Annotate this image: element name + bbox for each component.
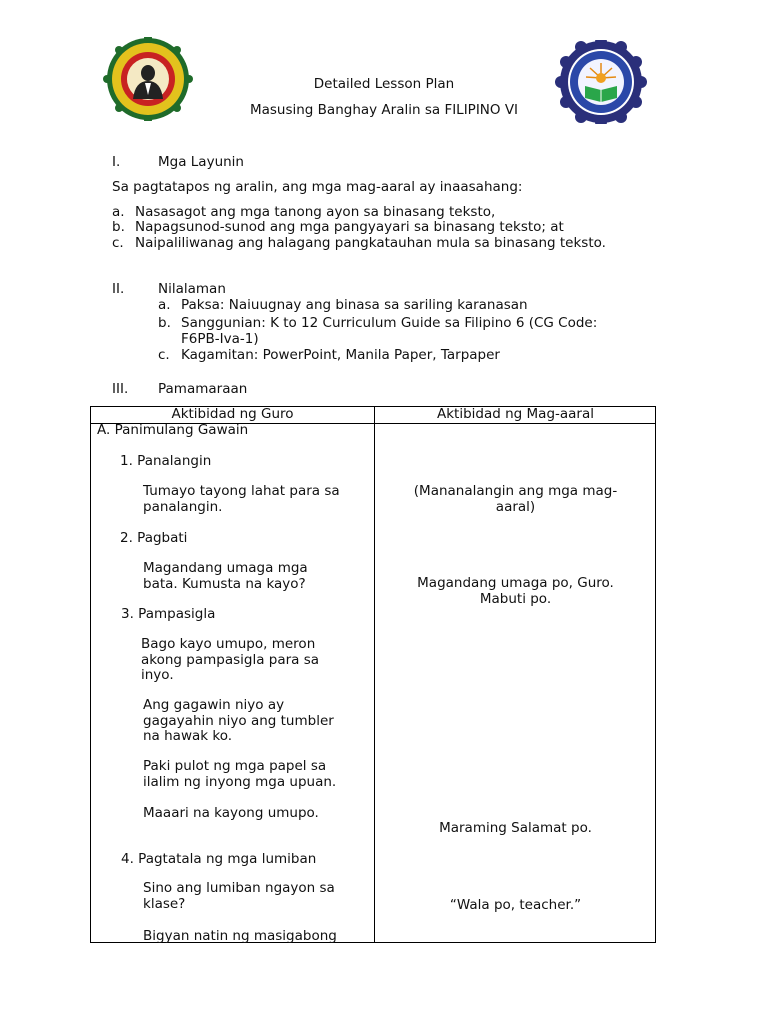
step-4-text-line: Sino ang lumiban ngayon sa	[143, 880, 335, 896]
step-1-text	[143, 484, 340, 515]
content-a-text: Paksa: Naiuugnay ang binasa sa sariling karanasan	[181, 297, 528, 313]
response-2	[375, 576, 656, 607]
objectives-intro: Sa pagtatapos ng aralin, ang mga mag-aaral ay inaasahang:	[112, 179, 523, 195]
response-2-line: Magandang umaga po, Guro.	[417, 575, 614, 591]
step-3-text-2	[143, 698, 334, 745]
step-2-text-line: Magandang umaga mga	[143, 560, 308, 576]
section-3-numeral: III.	[112, 381, 129, 397]
document-title: Detailed Lesson Plan	[313, 76, 455, 92]
teacher-activity-header: Aktibidad ng Guro	[171, 406, 294, 422]
content-b-text: Sanggunian: K to 12 Curriculum Guide sa Filipino 6 (CG Code:	[181, 315, 598, 331]
step-2-text	[143, 561, 308, 592]
step-3-text-line: akong pampasigla para sa	[141, 651, 320, 668]
response-2-line: Mabuti po.	[479, 590, 552, 607]
content-b-text-continued: F6PB-Iva-1)	[181, 331, 259, 347]
response-1-line: aaral)	[495, 498, 536, 515]
step-3-text-line: Paki pulot ng mga papel sa	[143, 758, 327, 774]
step-3-text-line: ilalim ng inyong mga upuan.	[143, 773, 337, 790]
college-of-teacher-education-logo	[553, 40, 649, 124]
school-seal-logo	[100, 37, 196, 121]
response-1-line: (Mananalangin ang mga mag-	[413, 483, 618, 499]
content-c-marker: c.	[158, 347, 170, 363]
objective-a-text: Nasasagot ang mga tanong ayon sa binasang teksto,	[135, 204, 496, 220]
step-4-text	[143, 881, 335, 912]
objective-a-marker: a.	[112, 204, 125, 220]
step-3-text-line: inyo.	[141, 667, 174, 683]
step-1-label: 1. Panalangin	[120, 453, 212, 469]
section-3-heading: Pamamaraan	[158, 381, 248, 397]
step-3-text-3	[143, 759, 336, 790]
step-3-text-line: na hawak ko.	[143, 728, 233, 744]
step-3-text-4: Maaari na kayong umupo.	[143, 805, 319, 821]
content-a-marker: a.	[158, 297, 171, 313]
step-4-text-line: klase?	[143, 895, 186, 912]
objective-b-marker: b.	[112, 219, 125, 235]
response-1	[375, 484, 656, 515]
part-a-heading: A. Panimulang Gawain	[97, 422, 249, 438]
student-activity-header: Aktibidad ng Mag-aaral	[436, 406, 595, 422]
step-3-text	[141, 637, 319, 684]
section-2-numeral: II.	[112, 281, 125, 297]
procedure-table	[90, 406, 656, 943]
content-b-marker: b.	[158, 315, 171, 331]
objective-b-text: Napagsunod-sunod ang mga pangyayari sa binasang teksto; at	[135, 219, 564, 235]
step-2-label: 2. Pagbati	[120, 530, 188, 546]
section-1-heading: Mga Layunin	[158, 154, 244, 170]
step-3-text-line: Ang gagawin niyo ay	[143, 697, 285, 713]
document-subtitle: Masusing Banghay Aralin sa FILIPINO VI	[249, 102, 519, 118]
section-2-heading: Nilalaman	[158, 281, 226, 297]
step-3-text-line: Bago kayo umupo, meron	[141, 636, 316, 652]
objective-c-marker: c.	[112, 235, 124, 251]
step-4-label: 4. Pagtatala ng mga lumiban	[121, 851, 317, 867]
step-1-text-line: panalangin.	[143, 498, 223, 515]
step-4-text-2: Bigyan natin ng masigabong	[143, 928, 337, 944]
content-c-text: Kagamitan: PowerPoint, Manila Paper, Tarpaper	[181, 347, 500, 363]
step-3-text-line: gagayahin niyo ang tumbler	[143, 712, 334, 729]
section-1-numeral: I.	[112, 154, 121, 170]
step-3-label: 3. Pampasigla	[121, 606, 216, 622]
objective-c-text: Naipaliliwanag ang halagang pangkatauhan mula sa binasang teksto.	[135, 235, 606, 251]
step-1-text-line: Tumayo tayong lahat para sa	[143, 483, 340, 499]
response-3: Maraming Salamat po.	[439, 820, 592, 836]
step-2-text-line: bata. Kumusta na kayo?	[143, 575, 306, 592]
response-4: “Wala po, teacher.”	[449, 897, 582, 913]
